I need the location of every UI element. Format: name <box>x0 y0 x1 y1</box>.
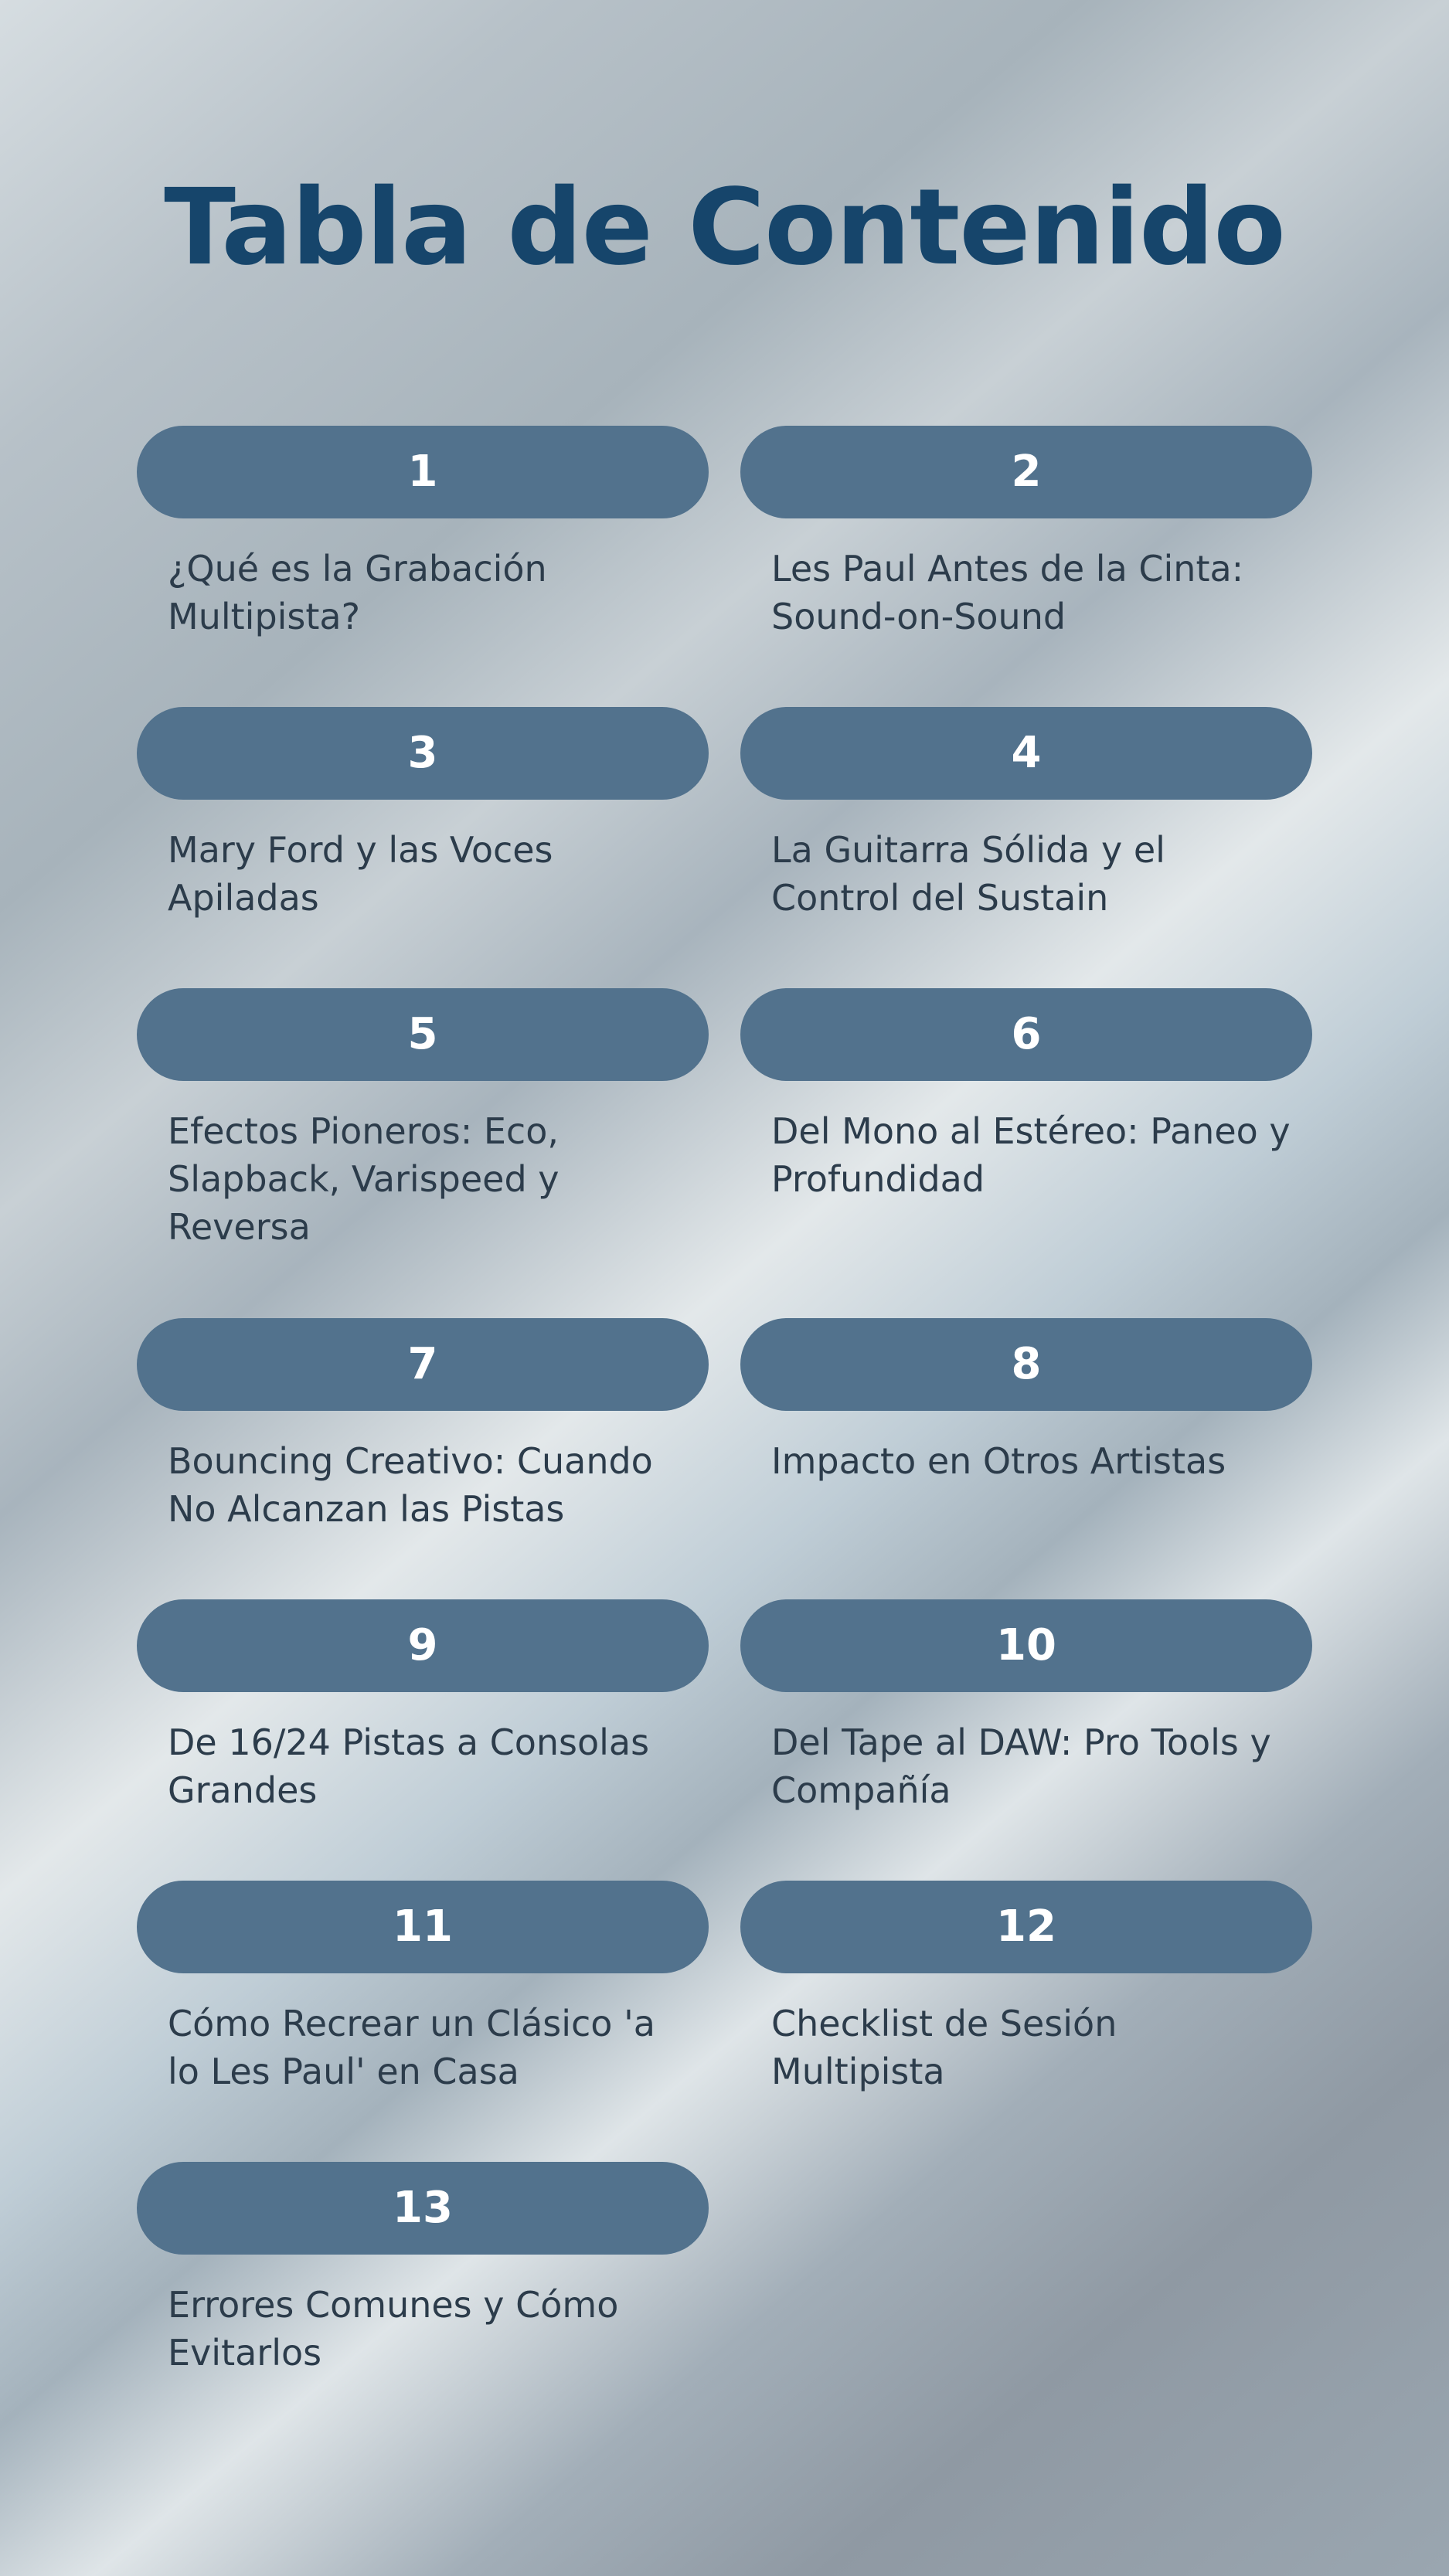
toc-item[interactable] <box>740 1599 1312 1881</box>
toc-grid <box>137 426 1312 2394</box>
toc-number-pill: 3 <box>137 707 709 800</box>
toc-item-label: Les Paul Antes de la Cinta: Sound-on-Sound <box>771 548 1244 637</box>
toc-item[interactable] <box>740 426 1312 707</box>
toc-item-label: Efectos Pioneros: Eco, Slapback, Varispeed y Reversa <box>168 1110 560 1248</box>
toc-item[interactable] <box>137 988 709 1318</box>
toc-item[interactable] <box>137 1881 709 2162</box>
toc-item-label: Bouncing Creativo: Cuando No Alcanzan las Pistas <box>168 1440 653 1530</box>
toc-number-pill: 6 <box>740 988 1312 1081</box>
toc-number-pill: 13 <box>137 2162 709 2255</box>
toc-number-pill: 9 <box>137 1599 709 1692</box>
toc-item[interactable] <box>740 707 1312 988</box>
toc-item[interactable] <box>740 1881 1312 2162</box>
toc-item-label: Checklist de Sesión Multipista <box>771 2003 1117 2092</box>
toc-item[interactable] <box>137 1599 709 1881</box>
toc-item[interactable] <box>137 1318 709 1599</box>
toc-number-pill: 5 <box>137 988 709 1081</box>
toc-number-pill: 11 <box>137 1881 709 1973</box>
toc-number-pill: 12 <box>740 1881 1312 1973</box>
toc-item[interactable] <box>137 707 709 988</box>
toc-item[interactable] <box>740 988 1312 1318</box>
toc-number-pill: 4 <box>740 707 1312 800</box>
toc-number-pill: 1 <box>137 426 709 518</box>
page-title: Tabla de Contenido <box>164 167 1285 289</box>
toc-number-pill: 10 <box>740 1599 1312 1692</box>
toc-item[interactable] <box>137 2162 709 2394</box>
toc-item-label: ¿Qué es la Grabación Multipista? <box>168 548 547 637</box>
toc-item-label: Errores Comunes y Cómo Evitarlos <box>168 2284 619 2374</box>
toc-number-pill: 2 <box>740 426 1312 518</box>
toc-item-label: Mary Ford y las Voces Apiladas <box>168 829 553 919</box>
toc-item-label: La Guitarra Sólida y el Control del Sustain <box>771 829 1165 919</box>
toc-item[interactable] <box>137 426 709 707</box>
toc-item-label: De 16/24 Pistas a Consolas Grandes <box>168 1721 650 1811</box>
toc-item-label: Del Mono al Estéreo: Paneo y Profundidad <box>771 1110 1291 1200</box>
toc-number-pill: 7 <box>137 1318 709 1411</box>
toc-item-label: Cómo Recrear un Clásico 'a lo Les Paul' en Casa <box>168 2003 655 2092</box>
toc-item-label: Del Tape al DAW: Pro Tools y Compañía <box>771 1721 1271 1811</box>
toc-number-pill: 8 <box>740 1318 1312 1411</box>
toc-item-label: Impacto en Otros Artistas <box>771 1440 1226 1482</box>
toc-item[interactable] <box>740 1318 1312 1599</box>
